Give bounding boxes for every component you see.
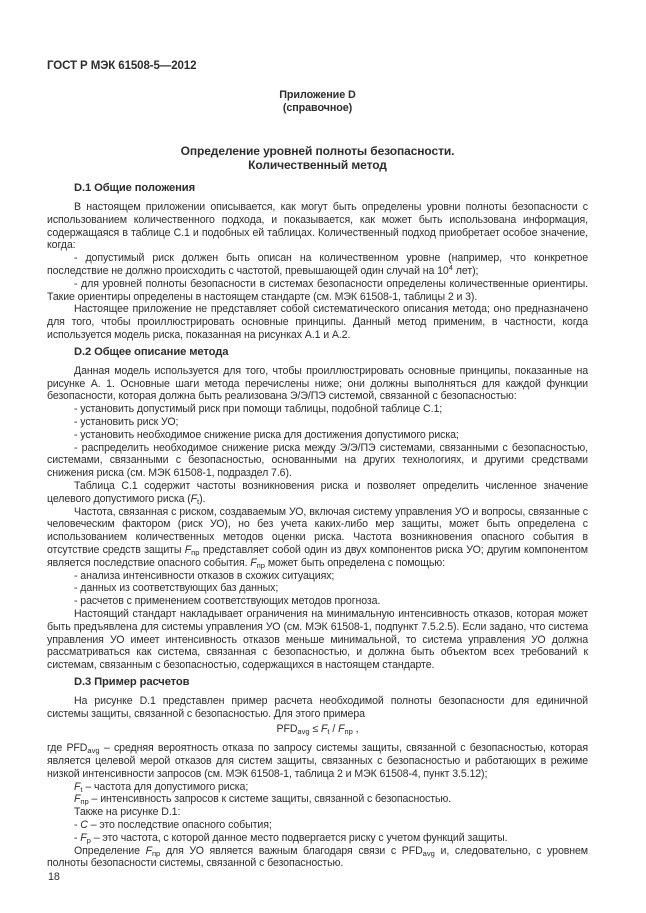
list-item: - расчетов с применением соответствующих методов прогноза.	[74, 595, 381, 608]
annex-block	[47, 89, 588, 115]
paragraph: где $PFD_{avg}$ – средняя вероятность отказа по запросу системы защиты, связанной с безопасностью, которая является целевой мерой отказов для систем защиты, связанных с безопасностью и работающих в режиме низкой интенсивности запросов (см. МЭК 61508-1, таблица 2 и МЭК 61508-4, пункт 3.5.12);	[47, 742, 588, 780]
annex-label: Приложение D	[279, 89, 356, 101]
paragraph: На рисунке D.1 представлен пример расчета необходимой полноты безопасности для единичной системы защиты, связанной с безопасностью. Для этого примера	[47, 694, 588, 720]
list-item: - анализа интенсивности отказов в схожих ситуациях;	[74, 569, 335, 582]
paragraph: Настоящее приложение не представляет собой систематического описания метода; оно предназначено для того, чтобы проиллюстрировать основные принципы. Данный метод применим, в частности, когда используется модель риска, показанная на рисунках А.1 и А.2.	[47, 303, 588, 341]
standard-designation: ГОСТ Р МЭК 61508-5—2012	[47, 60, 197, 72]
paragraph: Таблица С.1 содержит частоты возникновения риска и позволяет определить численное значение целевого допустимого риска $(F_t)$.	[47, 479, 588, 506]
paragraph: Также на рисунке D.1:	[74, 806, 181, 819]
definition-item: $F_{пр}$ – интенсивность запросов к системе защиты, связанной с безопасностью.	[74, 793, 452, 807]
document-title	[47, 144, 588, 172]
formula-pfd: $PFD_{avg} \le F_t / F_{пр}$ ,	[276, 723, 359, 737]
list-item: - $F_р$ – это частота, с которой данное место подвергается риску с учетом функций защиты.	[74, 831, 508, 845]
document-content	[47, 59, 588, 884]
list-item: - данных из соответствующих баз данных;	[74, 582, 279, 595]
page-number: 18	[48, 871, 60, 884]
paragraph: Данная модель используется для того, чтобы проиллюстрировать основные принципы, показанные на рисунке А. 1. Основные шаги метода перечислены ниже; они должны выполняться для каждой функции безопасности, которая должна быть реализована Э/Э/ПЭ системой, связанной с безопасностью:	[47, 364, 588, 403]
list-item: - установить необходимое снижение риска для достижения допустимого риска;	[74, 428, 459, 441]
list-item: - C – это последствие опасного события;	[74, 819, 272, 832]
document-title-line2: Количественный метод	[248, 158, 387, 172]
list-item: - установить риск УО;	[74, 415, 179, 428]
document-title-line1: Определение уровней полноты безопасности.	[180, 144, 455, 158]
list-item: - допустимый риск должен быть описан на количественном уровне (например, что конкретное последствие не должно происходить с частотой, превышающей один случай на $10^4$ лет);	[47, 252, 588, 277]
list-item: - распределить необходимое снижение риска между Э/Э/ПЭ системами, связанными с безопасностью, системами, связанными с безопасностью, основанными на других технологиях, и другими средствами снижения риска (см. МЭК 61508-1, подраздел 7.6).	[47, 441, 588, 480]
list-item: - для уровней полноты безопасности в системах безопасности определены количественные ориентиры. Такие ориентиры определены в настоящем стандарте (см. МЭК 61508-1, таблицы 2 и 3).	[47, 277, 588, 303]
definition-item: $F_t$ – частота для допустимого риска;	[74, 780, 249, 794]
section-d1	[47, 182, 588, 342]
section-d3-heading: D.3 Пример расчетов	[74, 675, 190, 688]
paragraph: Частота, связанная с риском, создаваемым УО, включая систему управления УО и вопросы, связанные с человеческим фактором (риск УО), но без учета каких-либо мер защиты, может быть определена с использованием количественных методов оценки риска. Частота возникновения опасного события в отсутствие средств защиты $F_{пр}$ представляет собой один из двух компонентов риска УО; другим компонентом является последствие опасного события. $F_{пр}$ может быть определена с помощью:	[47, 505, 588, 570]
section-d2	[47, 346, 588, 672]
annex-note: (справочное)	[282, 102, 353, 114]
paragraph: В настоящем приложении описывается, как могут быть определены уровни полноты безопасности с использованием количественного подхода, и показывается, как может быть использована информация, содержащаяся в таблице С.1 и подобных ей таблицах. Количественный подход приобретает особое значение, когда:	[47, 201, 588, 252]
list-item: - установить допустимый риск при помощи таблицы, подобной таблице С.1;	[74, 403, 443, 416]
section-d1-heading: D.1 Общие положения	[74, 182, 196, 194]
section-d2-heading: D.2 Общее описание метода	[74, 345, 229, 358]
paragraph: Настоящий стандарт накладывает ограничения на минимальную интенсивность отказов, которая может быть предъявлена для системы управления УО (см. МЭК 61508-1, подпункт 7.5.2.5). Если задано, что система управления УО имеет интенсивность отказов меньше минимальной, то система управления УО должна рассматриваться как система, связанная с безопасностью, и должна быть объектом всех требований к системам, связанным с безопасностью, содержащихся в настоящем стандарте.	[47, 607, 588, 672]
section-d3	[47, 676, 588, 870]
paragraph: Определение $F_{пр}$ для УО является важным благодаря связи с $PFD_{avg}$ и, следовательно, с уровнем полноты безопасности системы, связанной с безопасностью.	[47, 844, 588, 870]
